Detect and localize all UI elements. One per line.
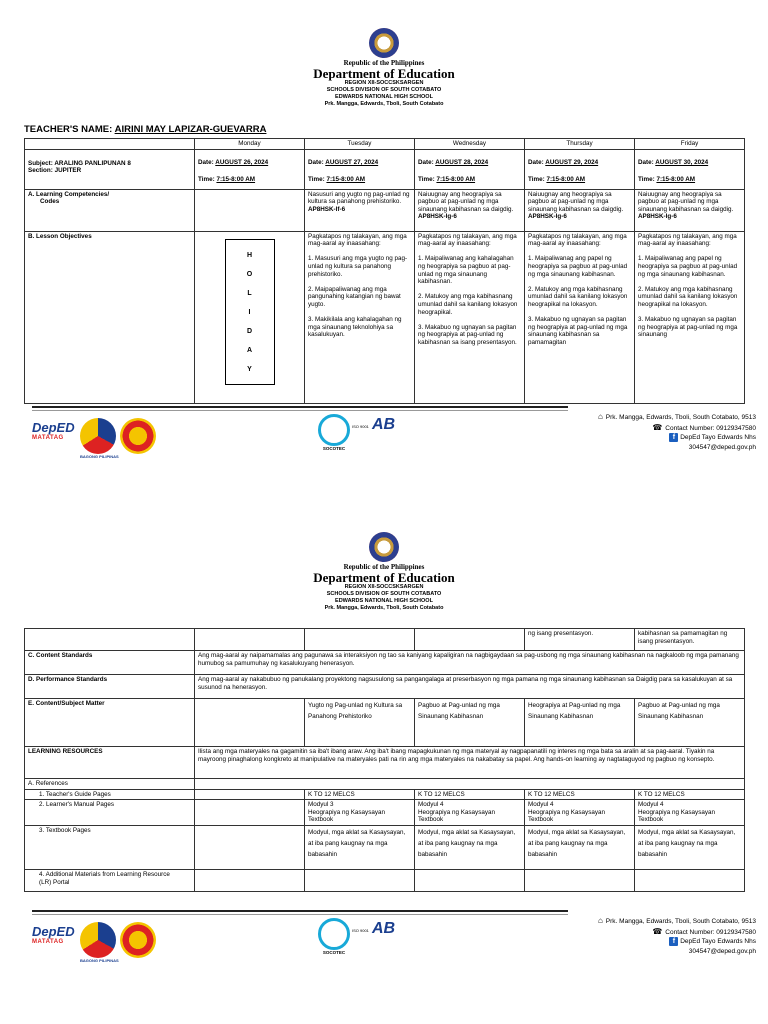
table-row [25,779,745,790]
page-2 [0,510,768,1024]
dll-table-1 [24,138,745,404]
date-cell: Date: AUGUST 27, 2024 Time: 7:15-8:00 AM [305,149,415,189]
content-standards-value: Ang mag-aaral ay naipamamalas ang pagunawa sa interaksiyon ng tao sa kaniyang kapaligiran na nagbigaydaan sa pag-usbong ng mga sinaunang kabihasnan na nagkaloob ng mga pamanang humubog sa pamumuhay ng kasalukuyang henerasyon. [195,651,745,675]
date-cell: Date: AUGUST 26, 2024 Time: 7:15-8:00 AM [195,149,305,189]
republic-text: Republic of the Philippines [343,563,425,571]
table-row [25,747,745,779]
resources-value: Ilista ang mga materyales na gagamitin sa iba't ibang araw. Ang iba't ibang mapagkukunan ng mga materyal ay nagpapanatili ng interes ng mga bata sa aralin at sa pag-aaral. Tiyakin na mayroong pinaghalong kongkreto at manipulative na materyales pati na rin ang mga materyales na nakabatay sa papel. Ang hands-on learning ay nagtataguyod ng pagbuo ng konsepto. [195,747,745,779]
continued-cell: ng isang presentasyon. [525,629,635,651]
phone-icon: ☎ [652,926,663,936]
table-row [25,651,745,675]
division-text: SCHOOLS DIVISION OF SOUTH COTABATO [326,87,442,93]
department-title: Department of Education [313,66,455,81]
table-row [25,699,745,747]
date-cell: Date: AUGUST 30, 2024 Time: 7:15-8:00 AM [635,149,745,189]
day-header: Wednesday [415,139,525,150]
deped-matatag-logo: DepED MATATAG [32,924,75,945]
table-row [25,231,745,403]
continued-cell: kabihasnan sa pamamagitan ng isang presentasyon. [635,629,745,651]
deped-matatag-logo: DepED MATATAG [32,420,75,441]
content-cell: Pagbuo at Pag-unlad ng mga Sinaunang Kabihasnan [415,699,525,747]
ab-logo: AB [372,920,396,937]
objective-cell: Pagkatapos ng talakayan, ang mga mag-aaral ay inaasahang: 1. Maipaliwanag ang papel ng heograpiya sa pagbuo at pag-unlad ng mga sinaunang kabihasnan. 2. Matukoy ang mga kabihasnang umunlad dahil sa kanilang lokasyon heograpikal na lokasyon. 3. Makabuo ng ugnayan sa pagitan ng heograpiya at pag-unlad ng mga sinaunang [635,231,745,403]
tg-label: 1. Teacher's Guide Pages [25,789,195,800]
day-header: Friday [635,139,745,150]
date-cell: Date: AUGUST 29, 2024 Time: 7:15-8:00 AM [525,149,635,189]
footer [0,908,768,988]
contact-block: ⌂ Prk. Mangga, Edwards, Tboli, South Cotabato, 9513 ☎ Contact Number: 09129347580 f DepEd Tayo Edwards Nhs 304547@deped.gov.ph [597,412,756,451]
school-text: EDWARDS NATIONAL HIGH SCHOOL [335,94,433,100]
references-label: A. References [25,779,195,790]
competency-cell: Nasusuri ang yugto ng pag-unlad ng kultura sa panahong prehistoriko. AP8HSK-If-6 [305,189,415,231]
address-text: Prk. Mangga, Edwards, Tboli, South Cotabato [324,101,444,107]
content-cell: Pagbuo at Pag-unlad ng mga Sinaunang Kabihasnan [635,699,745,747]
teacher-name-value: AIRINI MAY LAPIZAR-GUEVARRA [114,124,267,135]
ab-logo: AB [372,416,396,433]
building-icon: ⌂ [597,916,603,925]
competencies-label: A. Learning Competencies/ Codes [25,189,195,231]
competency-cell: Naiuugnay ang heograpiya sa pagbuo at pag-unlad ng mga sinaunang kabihasnan sa daigdig. AP8HSK-Ig-6 [525,189,635,231]
competency-cell: Naiuugnay ang heograpiya sa pagbuo at pag-unlad ng mga sinaunang kabihasnan sa daigdig. AP8HSK-Ig-6 [635,189,745,231]
objective-cell: Pagkatapos ng talakayan, ang mga mag-aaral ay inaasahang: 1. Maipaliwanag ang kahalagahan ng heograpiya sa pagbuo at pag-unlad ng mga sinaunang kabihasnan. 2. Matukoy ang mga kabihasnang umunlad dahil sa kanilang lokasyon heograpikal. 3. Makabuo ng ugnayan sa pagitan ng heograpiya at pag-unlad ng kabihasnan sa isang presentasyon. [415,231,525,403]
date-cell: Date: AUGUST 28, 2024 Time: 7:15-8:00 AM [415,149,525,189]
table-row: 2. Learner's Manual Pages Modyul 3 Heograpiya ng Kasaysayan Textbook Modyul 4 Heograpiya ng Kasaysayan Textbook Modyul 4 Heograpiya ng Kasaysayan Textbook Modyul 4 Heograpiya ng Kasaysayan Textbook [25,800,745,826]
school-seal-icon [120,418,156,454]
dll-table-2 [24,628,745,892]
performance-standards-value: Ang mag-aaral ay nakabubuo ng panukalang proyektong nagsusulong sa pangangalaga at preserbasyon ng mga pamana ng mga sinaunang kabihasnan sa Daigdig para sa kasalukuyan at sa susunod na henerasyon. [195,675,745,699]
tb-label: 3. Textbook Pages [25,825,195,869]
subject-cell: Subject: ARALING PANLIPUNAN 8 Section: JUPITER [25,149,195,189]
holiday-box: H O L I D A Y [225,239,275,385]
iso-label: ISO 9001 [352,928,369,933]
additional-materials-label: 4. Additional Materials from Learning Resource (LR) Portal [25,869,195,891]
table-row [25,189,745,231]
footer [0,404,768,484]
bagong-pilipinas-logo: BAGONG PILIPINAS [80,922,119,963]
table-row [25,629,745,651]
school-seal-icon [120,922,156,958]
table-row: 1. Teacher's Guide Pages K TO 12 MELCS K TO 12 MELCS K TO 12 MELCS K TO 12 MELCS [25,789,745,800]
objective-cell: Pagkatapos ng talakayan, ang mga mag-aaral ay inaasahang: 1. Maipaliwanag ang papel ng heograpiya sa pagbuo at pag-unlad ng mga sinaunang kabihasnan. 2. Matukoy ang mga kabihasnang umunlad dahil sa kanilang lokasyon heograpikal na lokasyon. 3. Makabuo ng ugnayan sa pagitan ng heograpiya at pag-unlad ng mga sinaunang kabihasnan sa pamamagitan [525,231,635,403]
bagong-pilipinas-logo: BAGONG PILIPINAS [80,418,119,459]
building-icon: ⌂ [597,412,603,421]
resources-label: LEARNING RESOURCES [25,747,195,779]
department-title: Department of Education [313,570,455,585]
address-text: Prk. Mangga, Edwards, Tboli, South Cotabato [324,605,444,611]
phone-icon: ☎ [652,422,663,432]
teacher-name: TEACHER'S NAME: AIRINI MAY LAPIZAR-GUEVARRA [24,124,267,135]
day-header: Thursday [525,139,635,150]
table-row [25,869,745,891]
contact-block: ⌂ Prk. Mangga, Edwards, Tboli, South Cotabato, 9513 ☎ Contact Number: 09129347580 f DepEd Tayo Edwards Nhs 304547@deped.gov.ph [597,916,756,955]
table-row [25,149,745,189]
socotec-logo: SOCOTEC [318,918,350,955]
letterhead [0,532,768,612]
performance-standards-label: D. Performance Standards [25,675,195,699]
day-header: Tuesday [305,139,415,150]
deped-seal-icon [369,28,399,58]
objectives-label: B. Lesson Objectives [25,231,195,403]
competency-cell: Naiuugnay ang heograpiya sa pagbuo at pag-unlad ng mga sinaunang kabihasnan sa daigdig. AP8HSK-Ig-6 [415,189,525,231]
division-text: SCHOOLS DIVISION OF SOUTH COTABATO [326,591,442,597]
school-text: EDWARDS NATIONAL HIGH SCHOOL [335,598,433,604]
lm-label: 2. Learner's Manual Pages [25,800,195,826]
day-header: Monday [195,139,305,150]
facebook-icon: f [669,433,678,442]
iso-label: ISO 9001 [352,424,369,429]
table-row [25,675,745,699]
region-text: REGION XII-SOCCSKSARGEN [344,584,424,590]
facebook-icon: f [669,937,678,946]
holiday-cell [195,231,305,403]
deped-seal-icon [369,532,399,562]
republic-text: Republic of the Philippines [343,59,425,67]
content-label: E. Content/Subject Matter [25,699,195,747]
content-cell: Yugto ng Pag-unlad ng Kultura sa Panahong Prehistoriko [305,699,415,747]
region-text: REGION XII-SOCCSKSARGEN [344,80,424,86]
objective-cell: Pagkatapos ng talakayan, ang mga mag-aaral ay inaasahang: 1. Masusuri ang mga yugto ng pag-unlad ng kultura sa panahong prehistoriko. 2. Maipapaliwanag ang mga pangunahing katangian ng bawat yugto. 3. Makikilala ang kahalagahan ng mga sinaunang teknolohiya sa kasalukuyan. [305,231,415,403]
socotec-logo: SOCOTEC [318,414,350,451]
content-standards-label: C. Content Standards [25,651,195,675]
page-1 [0,0,768,510]
letterhead [0,28,768,108]
table-row [25,139,745,150]
table-row: 3. Textbook Pages Modyul, mga aklat sa Kasaysayan, at iba pang kaugnay na mga babasahin Modyul, mga aklat sa Kasaysayan, at iba pang kaugnay na mga babasahin Modyul, mga aklat sa Kasaysayan, at iba pang kaugnay na mga babasahin Modyul, mga aklat sa Kasaysayan, at iba pang kaugnay na mga babasahin [25,825,745,869]
content-cell: Heograpiya at Pag-unlad ng mga Sinaunang Kabihasnan [525,699,635,747]
